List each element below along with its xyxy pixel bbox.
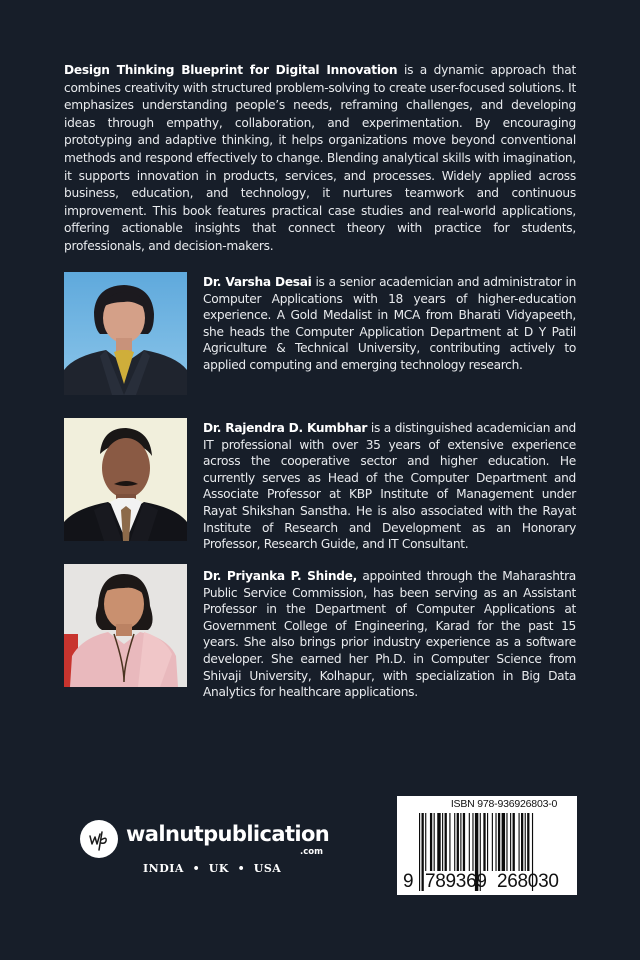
- author-bio-text-1: [203, 274, 576, 374]
- portrait-man-cream-bg-icon: [64, 418, 187, 541]
- publisher-monogram-icon: [80, 820, 118, 858]
- author-photo-2: [64, 418, 187, 541]
- portrait-woman-light-bg-icon: [64, 564, 187, 687]
- author-photo-3: [64, 564, 187, 687]
- barcode-bar: [457, 813, 459, 871]
- barcode-bar: [492, 813, 493, 871]
- isbn-digit-first: 9: [403, 871, 414, 892]
- portrait-woman-blue-bg-icon: [64, 272, 187, 395]
- barcode-bar: [425, 813, 426, 871]
- isbn-digit-group-1: 789369: [425, 871, 487, 892]
- barcode-bar: [498, 813, 500, 871]
- barcode-bar: [513, 813, 515, 871]
- barcode-bar: [454, 813, 455, 871]
- author-description-2: is a distinguished academician and IT professional with over 35 years of extensive experience across the cooperative sector and higher education. He currently serves as Head of the Computer Department and Associate Professor at KBP Institute of Management under Rayat Shikshan Sanstha. He is also associated with the Rayat Institute of Research and Development as an Honorary Professor, Research Guide, and IT Consultant.: [203, 421, 576, 552]
- barcode-bar: [434, 813, 435, 871]
- barcode-bar: [422, 813, 424, 891]
- barcode-bar: [510, 813, 511, 871]
- publisher-domain: .com: [300, 847, 323, 857]
- publisher-logo: [80, 820, 340, 880]
- book-description: [64, 62, 576, 256]
- isbn-label: ISBN 978-936926803-0: [450, 798, 558, 810]
- barcode-bar: [437, 813, 440, 871]
- barcode-bar: [469, 813, 470, 871]
- barcode-bar: [487, 813, 488, 871]
- book-description-text: is a dynamic approach that combines creativity with structured problem-solving to create user-focused solutions. It emphasizes understanding people’s needs, reframing challenges, and developing ideas through empathy, collaboration, and experimentation. By encouraging prototyping and adaptive thinking, it helps organizations move beyond conventional methods and respond effectively to change. Blending analytical skills with imagination, it supports innovation in products, services, and processes. Widely applied across business, education, and technology, it nurtures teamwork and continuous improvement. This book features practical case studies and real-world applications, offering actionable insights that connect theory with practice for students, professionals, and decision-makers.: [64, 63, 576, 253]
- publisher-name: walnutpublication: [126, 822, 330, 846]
- barcode-bar: [502, 813, 505, 871]
- barcode-bar: [460, 813, 461, 871]
- barcode-bar: [442, 813, 443, 871]
- author-name-1: Dr. Varsha Desai: [203, 275, 312, 289]
- barcode-bar: [472, 813, 473, 871]
- author-photo-1: [64, 272, 187, 395]
- author-description-1: is a senior academician and administrator in Computer Applications with 18 years of higher-education experience. A Gold Medalist in MCA from Bharati Vidyapeeth, she heads the Computer Application Department at D Y Patil Agriculture & Technical University, contributing actively to applied computing and emerging technology research.: [203, 275, 576, 372]
- author-name-2: Dr. Rajendra D. Kumbhar: [203, 421, 368, 435]
- barcode-bar: [449, 813, 450, 871]
- barcode-bar: [430, 813, 432, 871]
- barcode-bar: [419, 813, 420, 891]
- author-bio-text-2: [203, 420, 576, 553]
- isbn-barcode: [397, 796, 577, 895]
- barcode-bar: [506, 813, 507, 871]
- publisher-regions: INDIA • UK • USA: [143, 862, 282, 875]
- barcode-bar: [463, 813, 465, 871]
- barcode-bar: [495, 813, 496, 871]
- barcode-bar: [483, 813, 485, 871]
- barcode-bar: [519, 813, 520, 871]
- barcode-bar: [527, 813, 529, 871]
- author-bio-text-3: [203, 568, 576, 701]
- barcode-bar: [445, 813, 447, 871]
- barcode-bar: [521, 813, 523, 871]
- book-title: Design Thinking Blueprint for Digital Innovation: [64, 63, 398, 77]
- barcode-bar: [525, 813, 526, 871]
- author-name-3: Dr. Priyanka P. Shinde,: [203, 569, 357, 583]
- isbn-digit-group-2: 268030: [497, 871, 559, 892]
- author-description-3: appointed through the Maharashtra Public Service Commission, has been serving as an Assistant Professor in the Department of Computer Applications at Government College of Engineering, Karad for the past 15 years. She also brings prior industry experience as a software developer. She earned her Ph.D. in Computer Science from Shivaji University, Kolhapur, with specialization in Big Data Analytics for healthcare applications.: [203, 569, 576, 700]
